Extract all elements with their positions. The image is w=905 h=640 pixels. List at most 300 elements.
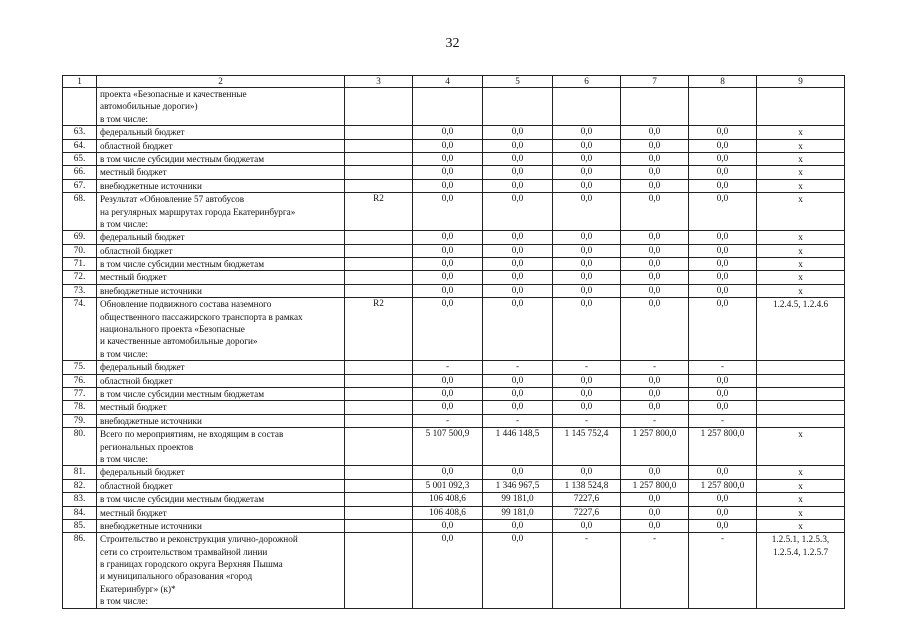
target-cell: [757, 401, 845, 414]
row-number: 70.: [63, 244, 97, 257]
code-cell: [345, 179, 413, 192]
row-number: 84.: [63, 506, 97, 519]
value-cell: 0,0: [621, 231, 689, 244]
row-number: 73.: [63, 284, 97, 297]
value-cell: -: [413, 414, 483, 427]
description-line: Результат «Обновление 57 автобусов: [100, 194, 245, 205]
value-cell: 0,0: [689, 506, 757, 519]
table-row: [63, 126, 845, 139]
row-number: 86.: [63, 533, 97, 608]
value-cell: 0,0: [689, 193, 757, 231]
value-cell: 0,0: [689, 126, 757, 139]
value-cell: [413, 88, 483, 126]
description-line: местный бюджет: [100, 402, 167, 413]
target-cell: [757, 428, 845, 466]
description-line: в том числе:: [100, 596, 148, 607]
code-cell: [345, 139, 413, 152]
target-line: х: [798, 507, 803, 518]
value-cell: -: [621, 361, 689, 374]
value-cell: -: [689, 361, 757, 374]
value-cell: 0,0: [553, 126, 621, 139]
row-description: [97, 231, 345, 244]
code-cell: [345, 231, 413, 244]
row-number: [63, 88, 97, 126]
value-cell: [483, 88, 553, 126]
value-cell: 0,0: [483, 258, 553, 271]
row-number: 67.: [63, 179, 97, 192]
value-cell: 0,0: [689, 466, 757, 479]
table-row: [63, 244, 845, 257]
value-cell: 0,0: [621, 401, 689, 414]
value-cell: 0,0: [553, 244, 621, 257]
row-description: [97, 519, 345, 532]
target-line: х: [798, 272, 803, 283]
table-row: [63, 139, 845, 152]
row-description: [97, 533, 345, 608]
column-header: 1: [63, 76, 97, 88]
description-line: в том числе субсидии местным бюджетам: [100, 388, 265, 399]
value-cell: 5 001 092,3: [413, 479, 483, 492]
description-line: в том числе:: [100, 113, 148, 124]
target-line: х: [798, 140, 803, 151]
description-line: местный бюджет: [100, 507, 167, 518]
row-number: 77.: [63, 387, 97, 400]
description-line: внебюджетные источники: [100, 285, 202, 296]
value-cell: 0,0: [621, 493, 689, 506]
table-row: [63, 193, 845, 231]
row-description: [97, 258, 345, 271]
description-line: федеральный бюджет: [100, 232, 185, 243]
table-row: [63, 361, 845, 374]
value-cell: 0,0: [413, 179, 483, 192]
table-row: [63, 88, 845, 126]
value-cell: 0,0: [553, 152, 621, 165]
target-cell: [757, 179, 845, 192]
value-cell: 0,0: [413, 126, 483, 139]
value-cell: 0,0: [553, 387, 621, 400]
target-line: х: [798, 153, 803, 164]
row-number: 64.: [63, 139, 97, 152]
row-number: 83.: [63, 493, 97, 506]
table-row: [63, 152, 845, 165]
column-header: 5: [483, 76, 553, 88]
value-cell: 0,0: [413, 193, 483, 231]
target-line: х: [798, 467, 803, 478]
row-number: 69.: [63, 231, 97, 244]
description-line: областной бюджет: [100, 480, 173, 491]
value-cell: 7227,6: [553, 493, 621, 506]
value-cell: 0,0: [553, 231, 621, 244]
value-cell: 0,0: [413, 244, 483, 257]
row-number: 79.: [63, 414, 97, 427]
row-number: 82.: [63, 479, 97, 492]
description-line: проекта «Безопасные и качественные: [100, 89, 247, 99]
target-cell: [757, 414, 845, 427]
value-cell: 0,0: [689, 387, 757, 400]
value-cell: 1 346 967,5: [483, 479, 553, 492]
value-cell: 0,0: [413, 139, 483, 152]
target-cell: [757, 284, 845, 297]
value-cell: 0,0: [621, 152, 689, 165]
table-row: [63, 506, 845, 519]
value-cell: 0,0: [553, 298, 621, 361]
description-line: областной бюджет: [100, 245, 173, 256]
value-cell: 0,0: [483, 179, 553, 192]
description-line: внебюджетные источники: [100, 180, 202, 191]
target-cell: [757, 139, 845, 152]
value-cell: 0,0: [413, 519, 483, 532]
value-cell: 0,0: [553, 193, 621, 231]
table-row: [63, 479, 845, 492]
row-description: [97, 374, 345, 387]
row-number: 76.: [63, 374, 97, 387]
row-description: [97, 166, 345, 179]
description-line: областной бюджет: [100, 140, 173, 151]
target-line: х: [798, 480, 803, 491]
description-line: на регулярных маршрутах города Екатеринбурга»: [100, 206, 296, 217]
value-cell: -: [621, 533, 689, 608]
value-cell: 0,0: [483, 466, 553, 479]
description-line: Екатеринбург» (к)*: [100, 583, 176, 594]
row-description: [97, 152, 345, 165]
code-cell: [345, 166, 413, 179]
value-cell: -: [689, 533, 757, 608]
table-row: [63, 466, 845, 479]
target-line: 1.2.5.4, 1.2.5.7: [772, 546, 829, 557]
value-cell: 0,0: [413, 152, 483, 165]
value-cell: [553, 88, 621, 126]
value-cell: -: [483, 361, 553, 374]
value-cell: [689, 88, 757, 126]
table-row: [63, 179, 845, 192]
row-number: 85.: [63, 519, 97, 532]
description-line: региональных проектов: [100, 441, 194, 452]
target-cell: [757, 88, 845, 126]
value-cell: 106 408,6: [413, 506, 483, 519]
value-cell: 1 138 524,8: [553, 479, 621, 492]
value-cell: 0,0: [621, 179, 689, 192]
code-cell: [345, 361, 413, 374]
row-number: 72.: [63, 271, 97, 284]
description-line: в том числе субсидии местным бюджетам: [100, 259, 265, 270]
code-cell: [345, 519, 413, 532]
value-cell: 1 257 800,0: [689, 428, 757, 466]
target-cell: [757, 533, 845, 608]
code-cell: [345, 126, 413, 139]
row-number: 71.: [63, 258, 97, 271]
value-cell: 0,0: [689, 258, 757, 271]
table-row: [63, 284, 845, 297]
row-description: [97, 88, 345, 126]
target-cell: [757, 152, 845, 165]
value-cell: 0,0: [413, 231, 483, 244]
value-cell: 99 181,0: [483, 506, 553, 519]
row-description: [97, 271, 345, 284]
description-line: федеральный бюджет: [100, 362, 185, 373]
value-cell: 0,0: [483, 271, 553, 284]
value-cell: 1 145 752,4: [553, 428, 621, 466]
description-line: Обновление подвижного состава наземного: [100, 299, 272, 310]
value-cell: 0,0: [483, 401, 553, 414]
value-cell: 0,0: [483, 139, 553, 152]
description-line: сети со строительством трамвайной линии: [100, 546, 268, 557]
code-cell: [345, 284, 413, 297]
value-cell: -: [553, 414, 621, 427]
value-cell: 0,0: [553, 139, 621, 152]
row-description: [97, 284, 345, 297]
code-cell: [345, 466, 413, 479]
code-cell: [345, 493, 413, 506]
value-cell: 1 257 800,0: [621, 479, 689, 492]
table-row: [63, 271, 845, 284]
value-cell: 0,0: [621, 258, 689, 271]
code-cell: [345, 401, 413, 414]
value-cell: 0,0: [553, 519, 621, 532]
target-cell: [757, 519, 845, 532]
row-number: 74.: [63, 298, 97, 361]
value-cell: 0,0: [689, 298, 757, 361]
value-cell: 0,0: [689, 139, 757, 152]
value-cell: 0,0: [621, 519, 689, 532]
value-cell: 0,0: [689, 401, 757, 414]
description-line: и муниципального образования «город: [100, 571, 253, 582]
description-line: областной бюджет: [100, 375, 173, 386]
value-cell: 0,0: [413, 258, 483, 271]
description-line: в границах городского округа Верхняя Пышма: [100, 559, 283, 570]
description-line: автомобильные дороги»): [100, 101, 198, 112]
target-line: х: [798, 180, 803, 191]
table-row: [63, 414, 845, 427]
table-row: [63, 231, 845, 244]
value-cell: 0,0: [413, 387, 483, 400]
description-line: в том числе:: [100, 348, 148, 359]
row-description: [97, 361, 345, 374]
description-line: внебюджетные источники: [100, 415, 202, 426]
value-cell: 0,0: [413, 166, 483, 179]
row-description: [97, 466, 345, 479]
description-line: федеральный бюджет: [100, 467, 185, 478]
value-cell: 0,0: [483, 152, 553, 165]
target-cell: [757, 361, 845, 374]
value-cell: -: [413, 361, 483, 374]
row-description: [97, 244, 345, 257]
code-cell: R2: [345, 298, 413, 361]
target-cell: [757, 479, 845, 492]
value-cell: 0,0: [483, 244, 553, 257]
value-cell: 0,0: [621, 466, 689, 479]
code-cell: [345, 152, 413, 165]
value-cell: 99 181,0: [483, 493, 553, 506]
target-cell: [757, 506, 845, 519]
target-cell: [757, 387, 845, 400]
target-line: 1.2.5.1, 1.2.5.3,: [771, 534, 830, 545]
row-number: 75.: [63, 361, 97, 374]
value-cell: 0,0: [621, 244, 689, 257]
value-cell: 0,0: [621, 284, 689, 297]
value-cell: [621, 88, 689, 126]
table-body: [63, 88, 845, 609]
value-cell: 0,0: [689, 519, 757, 532]
column-header: 2: [97, 76, 345, 88]
value-cell: 0,0: [483, 533, 553, 608]
value-cell: 7227,6: [553, 506, 621, 519]
target-line: х: [798, 245, 803, 256]
column-header: 6: [553, 76, 621, 88]
code-cell: [345, 258, 413, 271]
value-cell: 0,0: [553, 466, 621, 479]
value-cell: 0,0: [483, 298, 553, 361]
row-description: [97, 139, 345, 152]
table-row: [63, 374, 845, 387]
value-cell: 0,0: [621, 193, 689, 231]
value-cell: 0,0: [689, 179, 757, 192]
row-description: [97, 506, 345, 519]
value-cell: 0,0: [621, 126, 689, 139]
description-line: национального проекта «Безопасные: [100, 324, 245, 335]
value-cell: 0,0: [483, 193, 553, 231]
value-cell: 0,0: [621, 506, 689, 519]
column-header: 7: [621, 76, 689, 88]
description-line: местный бюджет: [100, 272, 167, 283]
code-cell: [345, 479, 413, 492]
value-cell: 0,0: [413, 533, 483, 608]
code-cell: [345, 533, 413, 608]
row-number: 65.: [63, 152, 97, 165]
target-line: х: [798, 520, 803, 531]
description-line: местный бюджет: [100, 167, 167, 178]
target-line: х: [798, 127, 803, 138]
row-number: 80.: [63, 428, 97, 466]
value-cell: 0,0: [413, 401, 483, 414]
row-description: [97, 387, 345, 400]
target-line: х: [798, 494, 803, 505]
row-description: [97, 479, 345, 492]
value-cell: 0,0: [621, 139, 689, 152]
table-row: [63, 533, 845, 608]
value-cell: 0,0: [413, 298, 483, 361]
value-cell: 0,0: [413, 466, 483, 479]
target-cell: [757, 258, 845, 271]
value-cell: 0,0: [483, 374, 553, 387]
value-cell: 0,0: [483, 387, 553, 400]
row-description: [97, 193, 345, 231]
column-header: 8: [689, 76, 757, 88]
target-cell: [757, 193, 845, 231]
value-cell: 0,0: [553, 258, 621, 271]
target-line: х: [798, 232, 803, 243]
value-cell: 0,0: [483, 166, 553, 179]
value-cell: 0,0: [689, 271, 757, 284]
table-row: [63, 519, 845, 532]
row-description: [97, 493, 345, 506]
value-cell: -: [689, 414, 757, 427]
column-header: 9: [757, 76, 845, 88]
row-description: [97, 414, 345, 427]
budget-table: [62, 75, 845, 609]
description-line: внебюджетные источники: [100, 520, 202, 531]
value-cell: 0,0: [553, 401, 621, 414]
value-cell: 0,0: [553, 179, 621, 192]
value-cell: 0,0: [689, 374, 757, 387]
value-cell: 0,0: [483, 284, 553, 297]
target-cell: [757, 298, 845, 361]
description-line: в том числе:: [100, 218, 148, 229]
value-cell: -: [483, 414, 553, 427]
value-cell: -: [553, 361, 621, 374]
value-cell: 0,0: [553, 166, 621, 179]
value-cell: 0,0: [689, 493, 757, 506]
value-cell: 0,0: [413, 271, 483, 284]
table-row: [63, 166, 845, 179]
value-cell: 0,0: [413, 284, 483, 297]
row-number: 78.: [63, 401, 97, 414]
value-cell: 0,0: [413, 374, 483, 387]
code-cell: [345, 506, 413, 519]
description-line: в том числе:: [100, 453, 148, 464]
target-cell: [757, 166, 845, 179]
target-line: 1.2.4.5, 1.2.4.6: [772, 299, 829, 310]
value-cell: 0,0: [553, 284, 621, 297]
row-number: 68.: [63, 193, 97, 231]
value-cell: 0,0: [483, 126, 553, 139]
row-description: [97, 179, 345, 192]
value-cell: 0,0: [553, 374, 621, 387]
code-cell: R2: [345, 193, 413, 231]
target-cell: [757, 493, 845, 506]
value-cell: 0,0: [621, 271, 689, 284]
page-number: 32: [445, 36, 460, 51]
value-cell: 106 408,6: [413, 493, 483, 506]
value-cell: 5 107 500,9: [413, 428, 483, 466]
target-line: х: [798, 285, 803, 296]
target-cell: [757, 126, 845, 139]
target-cell: [757, 466, 845, 479]
code-cell: [345, 374, 413, 387]
target-cell: [757, 244, 845, 257]
value-cell: 0,0: [483, 231, 553, 244]
target-line: х: [798, 429, 803, 440]
description-line: общественного пассажирского транспорта в рамках: [100, 311, 303, 322]
target-line: х: [798, 194, 803, 205]
value-cell: 0,0: [483, 519, 553, 532]
code-cell: [345, 414, 413, 427]
row-number: 63.: [63, 126, 97, 139]
row-number: 81.: [63, 466, 97, 479]
column-header: 4: [413, 76, 483, 88]
table-header-row: [63, 76, 845, 88]
code-cell: [345, 88, 413, 126]
value-cell: 0,0: [689, 152, 757, 165]
code-cell: [345, 387, 413, 400]
row-description: [97, 401, 345, 414]
description-line: Всего по мероприятиям, не входящим в состав: [100, 429, 284, 440]
value-cell: 0,0: [621, 166, 689, 179]
description-line: в том числе субсидии местным бюджетам: [100, 494, 265, 505]
table-row: [63, 401, 845, 414]
table-row: [63, 428, 845, 466]
target-cell: [757, 231, 845, 244]
code-cell: [345, 271, 413, 284]
value-cell: 0,0: [621, 298, 689, 361]
value-cell: 0,0: [553, 271, 621, 284]
target-cell: [757, 271, 845, 284]
row-number: 66.: [63, 166, 97, 179]
row-description: [97, 298, 345, 361]
table-row: [63, 493, 845, 506]
value-cell: 1 446 148,5: [483, 428, 553, 466]
table-row: [63, 387, 845, 400]
value-cell: -: [553, 533, 621, 608]
